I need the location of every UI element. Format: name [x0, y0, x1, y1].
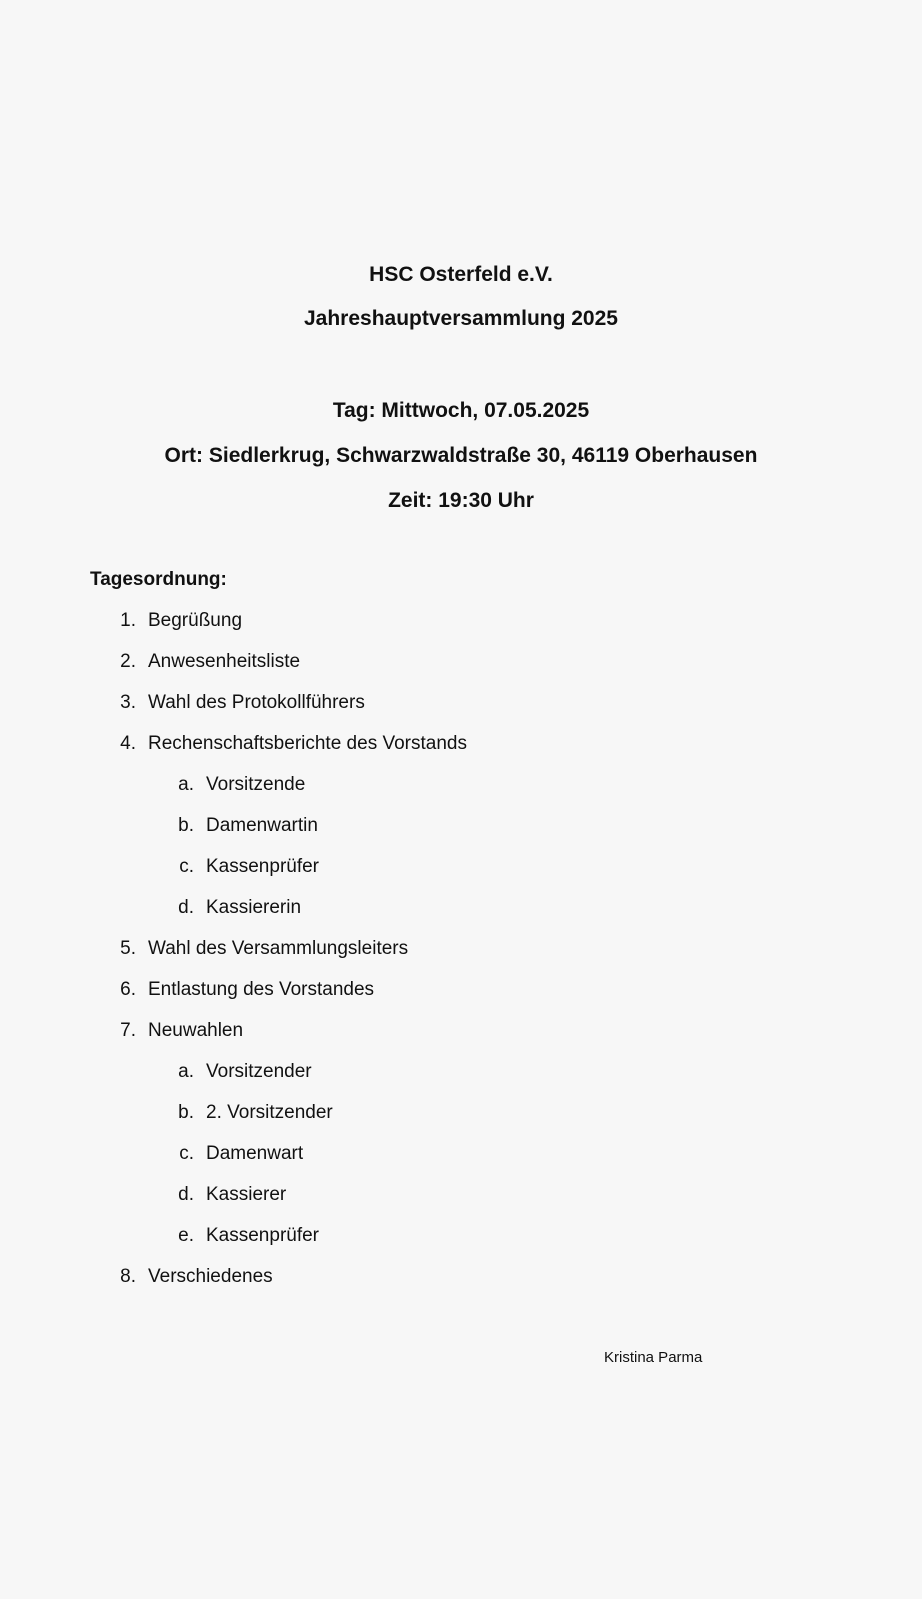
list-marker: 6. — [120, 979, 136, 1000]
agenda-subitem-text: Damenwart — [206, 1143, 304, 1164]
agenda-subitem-text: 2. Vorsitzender — [206, 1102, 333, 1123]
list-marker: 5. — [120, 938, 136, 959]
agenda-item-text: Verschiedenes — [148, 1266, 273, 1287]
agenda-item-text: Neuwahlen — [148, 1020, 244, 1041]
agenda-subitem-text: Kassierer — [206, 1184, 287, 1205]
agenda-item-text: Begrüßung — [148, 610, 243, 631]
list-marker: b. — [178, 815, 194, 836]
event-title: Jahreshauptversammlung 2025 — [304, 307, 618, 330]
list-marker: 2. — [120, 651, 136, 672]
agenda-subitem-text: Kassenprüfer — [206, 856, 320, 877]
agenda-subitem-text: Kassiererin — [206, 897, 302, 918]
agenda-item-text: Anwesenheitsliste — [148, 651, 301, 672]
list-marker: c. — [179, 1143, 194, 1164]
list-marker: c. — [179, 856, 194, 877]
list-marker: 7. — [120, 1020, 136, 1041]
club-name: HSC Osterfeld e.V. — [369, 263, 553, 286]
agenda-item-text: Wahl des Versammlungsleiters — [148, 938, 409, 959]
list-marker: 8. — [120, 1266, 136, 1287]
agenda-subitem-text: Vorsitzender — [206, 1061, 312, 1082]
list-marker: b. — [178, 1102, 194, 1123]
meeting-day: Tag: Mittwoch, 07.05.2025 — [332, 399, 590, 422]
agenda-subitem-text: Damenwartin — [206, 815, 318, 836]
list-marker: d. — [178, 1184, 194, 1205]
meeting-place: Ort: Siedlerkrug, Schwarzwaldstraße 30, 46119 Oberhausen — [164, 444, 758, 467]
agenda-heading: Tagesordnung: — [90, 569, 227, 590]
agenda-item-text: Entlastung des Vorstandes — [148, 979, 375, 1000]
list-marker: e. — [178, 1225, 194, 1246]
list-marker: a. — [178, 774, 194, 795]
meeting-time: Zeit: 19:30 Uhr — [388, 489, 534, 512]
signature: Kristina Parma — [604, 1349, 703, 1366]
list-marker: d. — [178, 897, 194, 918]
list-marker: 1. — [120, 610, 136, 631]
list-marker: 4. — [120, 733, 136, 754]
list-marker: 3. — [120, 692, 136, 713]
agenda-subitem-text: Kassenprüfer — [206, 1225, 320, 1246]
agenda-item-text: Wahl des Protokollführers — [148, 692, 365, 713]
agenda-item-text: Rechenschaftsberichte des Vorstands — [148, 733, 467, 754]
list-marker: a. — [178, 1061, 194, 1082]
agenda-subitem-text: Vorsitzende — [206, 774, 306, 795]
